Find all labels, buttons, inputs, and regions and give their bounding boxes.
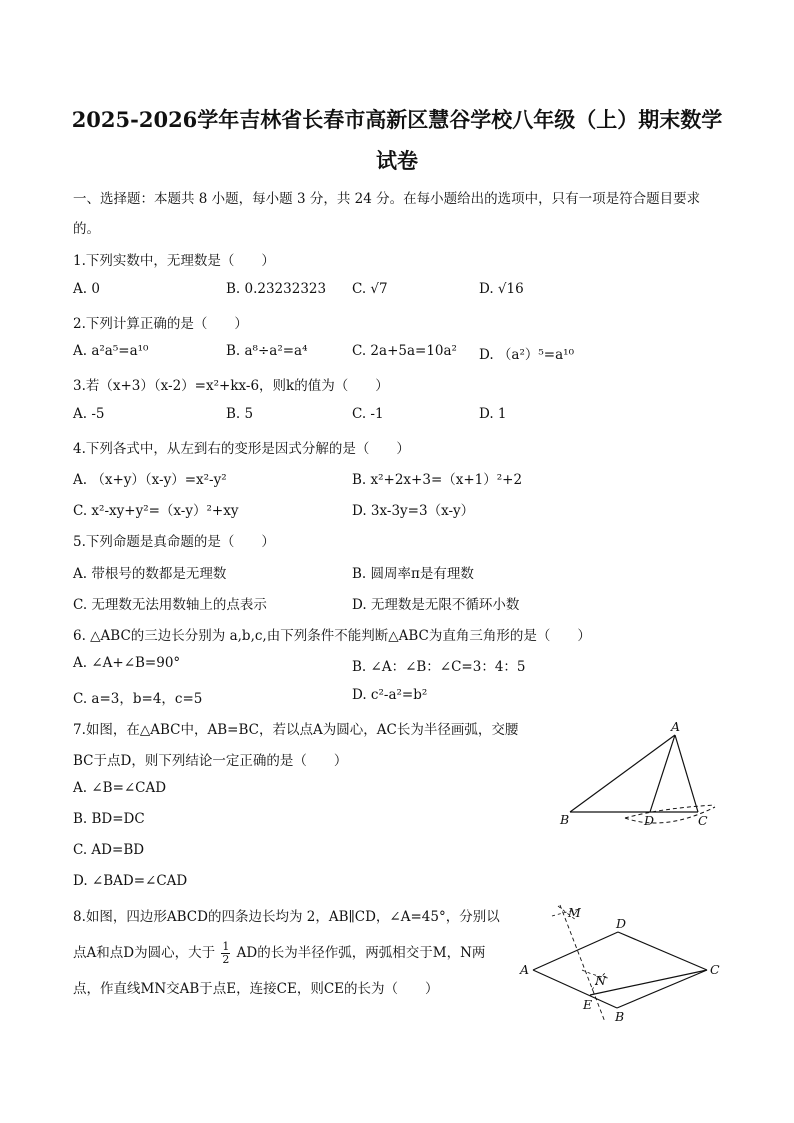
label-a: A <box>671 719 681 734</box>
question-4-stem: 4.下列各式中，从左到右的变形是因式分解的是（ ） <box>73 441 410 457</box>
q8-text-after-fraction: AD的长为半径作弧，两弧相交于M，N两 <box>236 945 486 961</box>
q6-option-a: A. ∠A+∠B=90° <box>73 655 181 671</box>
question-5-stem: 5.下列命题是真命题的是（ ） <box>73 534 275 550</box>
q3-option-c: C. -1 <box>352 406 384 422</box>
question-7-stem: 7.如图，在△ABC中，AB=BC，若以点A为圆心，AC长为半径画弧，交腰 <box>73 722 519 738</box>
q5-option-a: A. 带根号的数都是无理数 <box>73 566 227 582</box>
section-heading: 一、选择题：本题共 8 小题，每小题 3 分，共 24 分。在每小题给出的选项中，只有一项是符合题目要求 <box>73 191 701 207</box>
exam-title-line1: 2025-2026学年吉林省长春市高新区慧谷学校八年级（上）期末数学 <box>71 107 723 132</box>
label-d: D <box>616 916 627 931</box>
q4-option-c: C. x²-xy+y²=（x-y）²+xy <box>73 503 239 519</box>
question-8-stem: 8.如图，四边形ABCD的四条边长均为 2，AB∥CD，∠A=45°，分别以 <box>73 909 500 925</box>
q5-option-d: D. 无理数是无限不循环小数 <box>352 597 520 613</box>
q5-option-c: C. 无理数无法用数轴上的点表示 <box>73 597 267 613</box>
fraction-denominator: 2 <box>222 953 230 966</box>
fraction-numerator: 1 <box>222 940 230 953</box>
label-e: E <box>583 997 593 1012</box>
section-heading-cont: 的。 <box>73 221 100 237</box>
q4-option-d: D. 3x-3y=3（x-y） <box>352 503 475 519</box>
q1-option-c: C. √7 <box>352 281 388 297</box>
q2-option-c: C. 2a+5a=10a² <box>352 343 457 359</box>
q3-option-d: D. 1 <box>479 406 507 422</box>
q8-rhombus-figure <box>510 900 730 1025</box>
q1-option-a: A. 0 <box>73 281 100 297</box>
q2-option-b: B. a⁸÷a²=a⁴ <box>226 343 308 359</box>
label-b: B <box>560 812 570 827</box>
fraction-one-half <box>221 941 230 966</box>
q2-option-d: D. （a²）⁵=a¹⁰ <box>479 347 574 363</box>
label-b: B <box>615 1009 625 1024</box>
q8-text-before-fraction: 点A和点D为圆心，大于 <box>73 945 216 961</box>
q2-option-a: A. a²a⁵=a¹⁰ <box>73 343 149 359</box>
q7-option-b: B. BD=DC <box>73 811 145 827</box>
label-n: N <box>595 973 606 988</box>
question-1-stem: 1.下列实数中，无理数是（ ） <box>73 253 275 269</box>
q3-option-a: A. -5 <box>73 406 105 422</box>
label-d: D <box>644 813 655 828</box>
label-m: M <box>568 905 581 920</box>
label-c: C <box>698 813 708 828</box>
q7-triangle-figure <box>555 715 730 835</box>
q4-option-a: A. （x+y）（x-y）=x²-y² <box>73 472 227 488</box>
question-3-stem: 3.若（x+3）（x-2）=x²+kx-6，则k的值为（ ） <box>73 378 389 394</box>
question-7-stem-cont: BC于点D，则下列结论一定正确的是（ ） <box>73 753 348 769</box>
q1-option-b: B. 0.23232323 <box>226 281 327 297</box>
label-a: A <box>520 962 530 977</box>
q6-option-d: D. c²-a²=b² <box>352 687 428 703</box>
exam-title-line2: 试卷 <box>376 148 418 173</box>
q4-option-b: B. x²+2x+3=（x+1）²+2 <box>352 472 523 488</box>
q3-option-b: B. 5 <box>226 406 254 422</box>
question-8-stem-cont <box>73 941 485 966</box>
q7-option-c: C. AD=BD <box>73 842 145 858</box>
q7-option-a: A. ∠B=∠CAD <box>73 780 167 796</box>
question-8-stem-cont2: 点，作直线MN交AB于点E，连接CE，则CE的长为（ ） <box>73 981 439 997</box>
q7-option-d: D. ∠BAD=∠CAD <box>73 873 188 889</box>
q6-option-c: C. a=3，b=4，c=5 <box>73 691 203 707</box>
q1-option-d: D. √16 <box>479 281 524 297</box>
q6-option-b: B. ∠A：∠B：∠C=3：4：5 <box>352 659 526 675</box>
question-2-stem: 2.下列计算正确的是（ ） <box>73 316 248 332</box>
label-c: C <box>710 962 720 977</box>
q5-option-b: B. 圆周率π是有理数 <box>352 566 474 582</box>
question-6-stem: 6. △ABC的三边长分别为 a,b,c,由下列条件不能判断△ABC为直角三角形的是（ ） <box>73 628 591 644</box>
